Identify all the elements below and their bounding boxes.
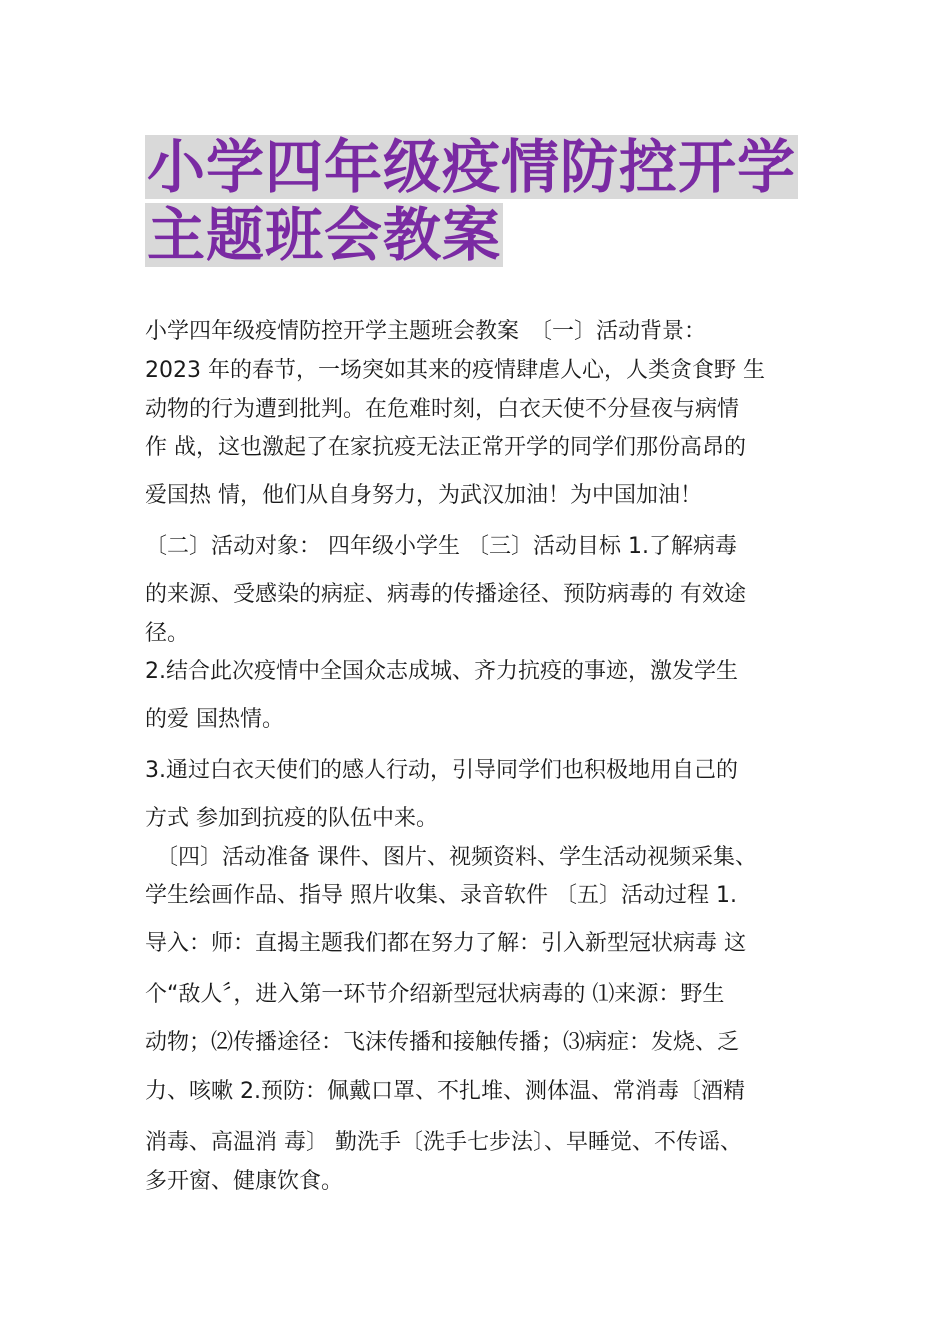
- body-text-line: 动物；⑵传播途径：飞沫传播和接触传播；⑶病症：发烧、乏: [145, 1030, 740, 1055]
- body-text-line: 作 战，这也激起了在家抗疫无法正常开学的同学们那份高昂的: [145, 435, 746, 460]
- body-text-line: 径。: [145, 621, 190, 646]
- body-text-line: 动物的行为遭到批判。在危难时刻，白衣天使不分昼夜与病情: [145, 397, 740, 422]
- body-text-line: 的来源、受感染的病症、病毒的传播途径、预防病毒的 有效途: [145, 582, 746, 607]
- body-text-line: 的爱 国热情。: [145, 707, 284, 732]
- document-title-line-2: 主题班会教案: [147, 201, 502, 269]
- body-text-line: 爱国热 情，他们从自身努力，为武汉加油！为中国加油！: [145, 483, 702, 508]
- body-text-line: 3.通过白衣天使们的感人行动，引导同学们也积极地用自己的: [145, 758, 738, 783]
- body-text-line: 〔四〕活动准备 课件、图片、视频资料、学生活动视频采集、: [145, 845, 757, 870]
- body-text-line: 力、咳嗽 2.预防：佩戴口罩、不扎堆、测体温、常消毒〔酒精: [145, 1079, 745, 1104]
- body-text-line: 导入：师：直揭主题我们都在努力了解：引入新型冠状病毒 这: [145, 931, 746, 956]
- body-text-line: 方式 参加到抗疫的队伍中来。: [145, 806, 438, 831]
- body-text-line: 〔二〕活动对象： 四年级小学生 〔三〕活动目标 1.了解病毒: [145, 534, 737, 559]
- body-text-line: 多开窗、健康饮食。: [145, 1169, 344, 1194]
- document-title-line-1: 小学四年级疫情防控开学: [147, 133, 797, 201]
- body-text-line: 2023 年的春节，一场突如其来的疫情肆虐人心，人类贪食野 生: [145, 358, 765, 383]
- body-text-line: 小学四年级疫情防控开学主题班会教案 〔一〕活动背景：: [145, 319, 707, 344]
- body-text-line: 个“敌人〞，进入第一环节介绍新型冠状病毒的 ⑴来源：野生: [145, 982, 725, 1007]
- body-text-line: 2.结合此次疫情中全国众志成城、齐力抗疫的事迹，激发学生: [145, 659, 738, 684]
- body-text-line: 学生绘画作品、指导 照片收集、录音软件 〔五〕活动过程 1.: [145, 883, 737, 908]
- body-text-line: 消毒、高温消 毒〕 勤洗手〔洗手七步法〕、早睡觉、不传谣、: [145, 1130, 742, 1155]
